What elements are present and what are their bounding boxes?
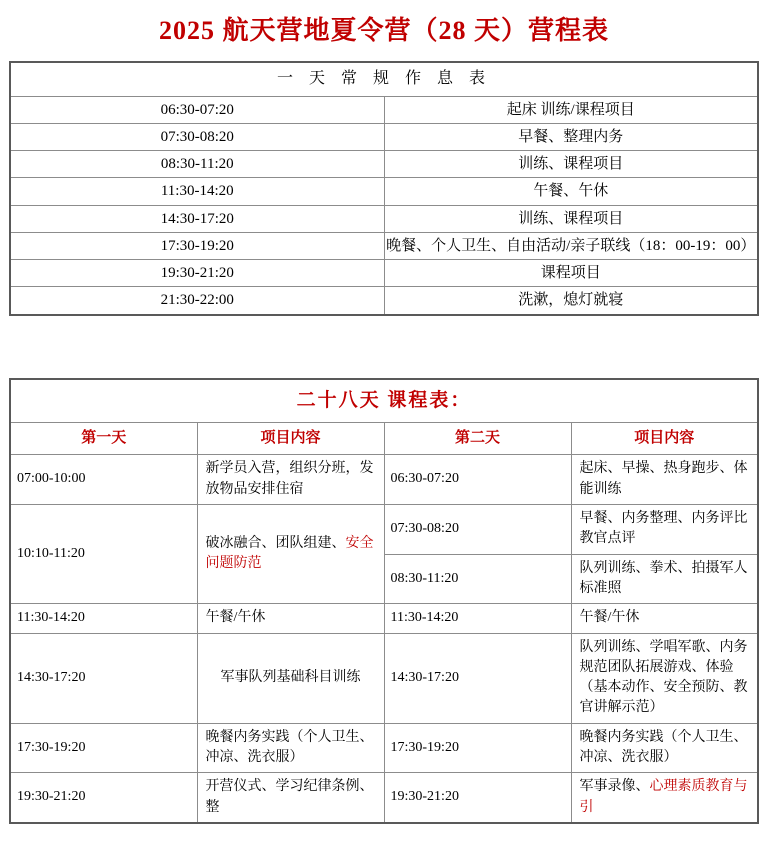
course-schedule-title: 二十八天 课程表： xyxy=(10,379,758,423)
day1-time-3: 14:30-17:20 xyxy=(10,633,197,723)
table-row xyxy=(10,723,758,773)
table-row xyxy=(10,379,758,423)
day2-time-5: 17:30-19:20 xyxy=(384,723,571,773)
column-header-day1-time: 第一天 xyxy=(10,423,197,455)
day2-time-1: 07:30-08:20 xyxy=(384,505,571,555)
day1-time-5: 19:30-21:20 xyxy=(10,773,197,823)
day2-time-4: 14:30-17:20 xyxy=(384,633,571,723)
day1-content-2: 午餐/午休 xyxy=(197,604,384,633)
daily-time-6: 19:30-21:20 xyxy=(10,260,384,287)
day1-time-4: 17:30-19:20 xyxy=(10,723,197,773)
day2-content-5: 晚餐内务实践（个人卫生、冲凉、洗衣服） xyxy=(571,723,758,773)
column-header-day2-content: 项目内容 xyxy=(571,423,758,455)
table-row xyxy=(10,287,758,315)
day2-content-6-text: 军事录像、 xyxy=(579,779,650,795)
daily-time-7: 21:30-22:00 xyxy=(10,287,384,315)
day2-content-1: 早餐、内务整理、内务评比教官点评 xyxy=(571,505,758,555)
day1-time-0: 07:00-10:00 xyxy=(10,455,197,505)
table-row xyxy=(10,96,758,123)
day2-content-6-highlight: 心理素质教育与引 xyxy=(579,779,748,815)
daily-time-0: 06:30-07:20 xyxy=(10,96,384,123)
table-row xyxy=(10,505,758,555)
day2-time-2: 08:30-11:20 xyxy=(384,554,571,604)
table-row xyxy=(10,633,758,723)
document-page xyxy=(0,10,768,859)
course-schedule-table xyxy=(9,378,759,824)
daily-activity-1: 早餐、整理内务 xyxy=(384,123,758,150)
day1-time-2: 11:30-14:20 xyxy=(10,604,197,633)
daily-time-5: 17:30-19:20 xyxy=(10,232,384,259)
section-spacer xyxy=(0,316,768,378)
day2-content-0: 起床、早操、热身跑步、体能训练 xyxy=(571,455,758,505)
table-header-row xyxy=(10,423,758,455)
daily-time-2: 08:30-11:20 xyxy=(10,151,384,178)
daily-schedule-header: 一 天 常 规 作 息 表 xyxy=(10,62,758,96)
day1-content-1-text: 破冰融合、团队组建、 xyxy=(205,535,346,551)
table-row xyxy=(10,455,758,505)
daily-time-3: 11:30-14:20 xyxy=(10,178,384,205)
day2-content-4: 队列训练、学唱军歌、内务规范团队拓展游戏、体验（基本动作、安全预防、教官讲解示范） xyxy=(571,633,758,723)
column-header-day1-content: 项目内容 xyxy=(197,423,384,455)
table-row xyxy=(10,205,758,232)
table-row xyxy=(10,773,758,823)
daily-time-1: 07:30-08:20 xyxy=(10,123,384,150)
day1-content-3: 军事队列基础科目训练 xyxy=(197,633,384,723)
day1-content-1-highlight: 安全问题防范 xyxy=(205,535,374,572)
day2-time-0: 06:30-07:20 xyxy=(384,455,571,505)
table-row xyxy=(10,62,758,96)
daily-schedule-table xyxy=(9,61,759,316)
daily-activity-0: 起床 训练/课程项目 xyxy=(384,96,758,123)
daily-activity-2: 训练、课程项目 xyxy=(384,151,758,178)
daily-activity-6: 课程项目 xyxy=(384,260,758,287)
day1-content-0: 新学员入营，组织分班，发放物品安排住宿 xyxy=(197,455,384,505)
day2-time-3: 11:30-14:20 xyxy=(384,604,571,633)
table-row xyxy=(10,604,758,633)
day1-time-1: 10:10-11:20 xyxy=(10,505,197,604)
table-row xyxy=(10,178,758,205)
day1-content-5: 开营仪式、学习纪律条例、整 xyxy=(197,773,384,823)
daily-activity-7: 洗漱，熄灯就寝 xyxy=(384,287,758,315)
day1-content-1 xyxy=(197,505,384,604)
table-row xyxy=(10,260,758,287)
day2-content-3: 午餐/午休 xyxy=(571,604,758,633)
table-row xyxy=(10,151,758,178)
table-row xyxy=(10,123,758,150)
day2-content-6 xyxy=(571,773,758,823)
daily-time-4: 14:30-17:20 xyxy=(10,205,384,232)
day2-time-6: 19:30-21:20 xyxy=(384,773,571,823)
day1-content-4: 晚餐内务实践（个人卫生、冲凉、洗衣服） xyxy=(197,723,384,773)
daily-activity-3: 午餐、午休 xyxy=(384,178,758,205)
page-title: 2025 航天营地夏令营（28 天）营程表 xyxy=(158,16,609,45)
column-header-day2-time: 第二天 xyxy=(384,423,571,455)
table-row xyxy=(10,232,758,259)
daily-activity-4: 训练、课程项目 xyxy=(384,205,758,232)
daily-activity-5: 晚餐、个人卫生、自由活动/亲子联线（18：00-19：00） xyxy=(384,232,758,259)
day2-content-2: 队列训练、拳术、拍摄军人标准照 xyxy=(571,554,758,604)
